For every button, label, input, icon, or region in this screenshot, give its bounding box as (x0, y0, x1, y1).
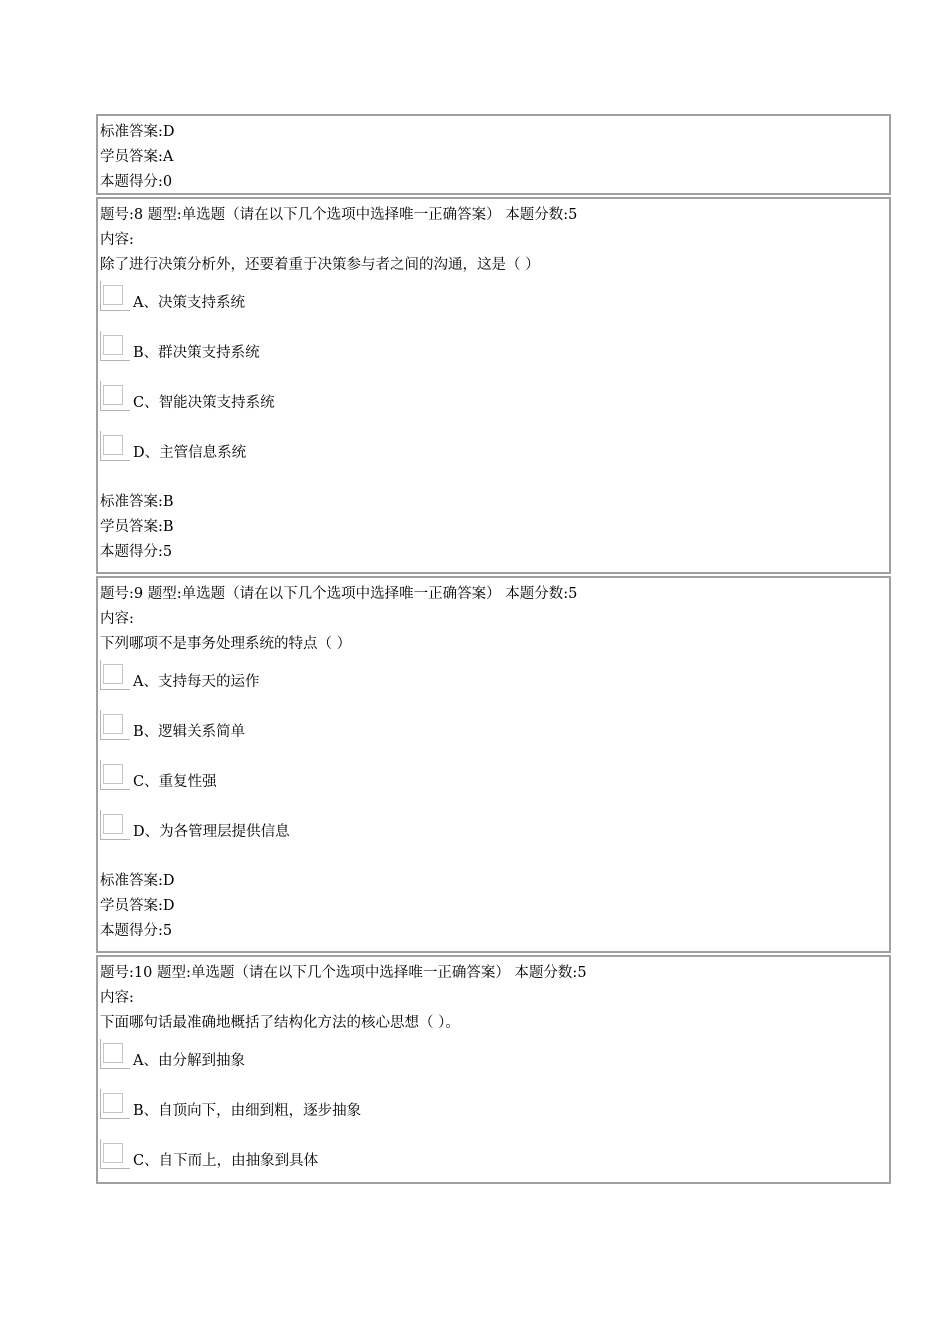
score-row (100, 170, 887, 195)
option-d-label: D、为各管理层提供信息 (133, 824, 290, 840)
content-label: 内容: (100, 990, 134, 1006)
option-c[interactable] (100, 378, 887, 428)
question-header: 题号:9 题型:单选题（请在以下几个选项中选择唯一正确答案） 本题分数:5 (100, 586, 578, 602)
option-c-checkbox[interactable] (100, 760, 130, 790)
question-7-result (96, 114, 891, 195)
score-row (100, 540, 887, 565)
score-label: 本题得分: (100, 544, 163, 560)
standard-answer-value: B (162, 494, 174, 510)
standard-answer-row (100, 869, 887, 894)
question-header: 题号:10 题型:单选题（请在以下几个选项中选择唯一正确答案） 本题分数:5 (100, 965, 587, 981)
option-d[interactable] (100, 807, 887, 857)
student-answer-label: 学员答案: (100, 149, 163, 165)
score-row (100, 919, 887, 944)
option-a-label: A、支持每天的运作 (133, 674, 260, 690)
checkbox-box[interactable] (103, 385, 123, 405)
standard-answer-label: 标准答案: (100, 873, 163, 889)
option-a-checkbox[interactable] (100, 281, 130, 311)
student-answer-row (100, 894, 887, 919)
question-8 (96, 197, 891, 574)
option-b[interactable] (100, 707, 887, 757)
question-header: 题号:8 题型:单选题（请在以下几个选项中选择唯一正确答案） 本题分数:5 (100, 207, 578, 223)
checkbox-box[interactable] (103, 1143, 123, 1163)
question-text: 下面哪句话最准确地概括了结构化方法的核心思想（ ）。 (100, 1015, 460, 1031)
option-c-checkbox[interactable] (100, 381, 130, 411)
option-d-checkbox[interactable] (100, 810, 130, 840)
option-c-label: C、自下而上，由抽象到具体 (133, 1153, 319, 1169)
option-c-label: C、智能决策支持系统 (133, 395, 275, 411)
option-b-checkbox[interactable] (100, 1089, 130, 1119)
option-b[interactable] (100, 328, 887, 378)
student-answer-label: 学员答案: (100, 519, 163, 535)
standard-answer-label: 标准答案: (100, 124, 163, 140)
option-a[interactable] (100, 657, 887, 707)
question-9 (96, 576, 891, 953)
answer-sheet (96, 114, 891, 1186)
student-answer-value: B (162, 519, 174, 535)
standard-answer-row (100, 490, 887, 515)
score-value: 0 (162, 174, 173, 190)
option-b-label: B、群决策支持系统 (133, 345, 260, 361)
question-text: 除了进行决策分析外，还要着重于决策参与者之间的沟通，这是（ ） (100, 257, 540, 273)
option-a-label: A、由分解到抽象 (133, 1053, 245, 1069)
standard-answer-label: 标准答案: (100, 494, 163, 510)
content-label: 内容: (100, 611, 134, 627)
checkbox-box[interactable] (103, 664, 123, 684)
question-10 (96, 955, 891, 1184)
standard-answer-value: D (162, 873, 175, 889)
option-a-label: A、决策支持系统 (133, 295, 245, 311)
option-d-checkbox[interactable] (100, 431, 130, 461)
option-d-label: D、主管信息系统 (133, 445, 247, 461)
student-answer-row (100, 145, 887, 170)
option-b-checkbox[interactable] (100, 710, 130, 740)
option-b[interactable] (100, 1086, 887, 1136)
student-answer-row (100, 515, 887, 540)
score-value: 5 (162, 544, 173, 560)
content-label: 内容: (100, 232, 134, 248)
checkbox-box[interactable] (103, 285, 123, 305)
score-label: 本题得分: (100, 923, 163, 939)
option-a-checkbox[interactable] (100, 660, 130, 690)
student-answer-label: 学员答案: (100, 898, 163, 914)
option-c[interactable] (100, 1136, 887, 1186)
standard-answer-row (100, 120, 887, 145)
checkbox-box[interactable] (103, 764, 123, 784)
checkbox-box[interactable] (103, 335, 123, 355)
checkbox-box[interactable] (103, 435, 123, 455)
option-d[interactable] (100, 428, 887, 478)
option-b-label: B、自顶向下，由细到粗，逐步抽象 (133, 1103, 362, 1119)
spacer (100, 478, 887, 490)
checkbox-box[interactable] (103, 714, 123, 734)
option-b-label: B、逻辑关系简单 (133, 724, 246, 740)
spacer (100, 857, 887, 869)
option-c[interactable] (100, 757, 887, 807)
option-a[interactable] (100, 278, 887, 328)
checkbox-box[interactable] (103, 814, 123, 834)
option-a[interactable] (100, 1036, 887, 1086)
score-label: 本题得分: (100, 174, 163, 190)
option-c-label: C、重复性强 (133, 774, 217, 790)
standard-answer-value: D (162, 124, 175, 140)
student-answer-value: A (162, 149, 174, 165)
student-answer-value: D (162, 898, 175, 914)
option-b-checkbox[interactable] (100, 331, 130, 361)
score-value: 5 (162, 923, 173, 939)
checkbox-box[interactable] (103, 1093, 123, 1113)
option-a-checkbox[interactable] (100, 1039, 130, 1069)
question-text: 下列哪项不是事务处理系统的特点（ ） (100, 636, 352, 652)
option-c-checkbox[interactable] (100, 1139, 130, 1169)
checkbox-box[interactable] (103, 1043, 123, 1063)
